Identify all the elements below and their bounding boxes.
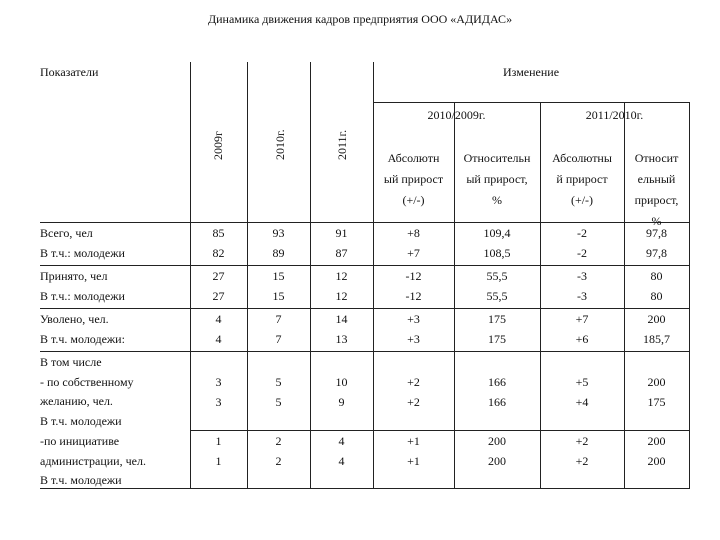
cell-value: +1: [407, 434, 420, 448]
row-divider: [190, 430, 690, 431]
cell-value: +4: [575, 394, 589, 409]
cell-value: 1: [215, 453, 222, 468]
row-divider: [40, 308, 690, 309]
table-cell: [373, 432, 454, 471]
cell-value: -2: [577, 226, 587, 240]
row-label-line: Всего, чел: [40, 226, 93, 240]
page-title: Динамика движения кадров предприятия ООО «АДИДАС»: [207, 12, 513, 26]
cell-value: 12: [335, 269, 348, 283]
table-cell: [373, 373, 454, 412]
table-cell: [190, 432, 247, 471]
cell-value: +7: [407, 245, 420, 260]
cell-value: 12: [335, 288, 348, 303]
table-cell: [247, 267, 310, 306]
year-header-2011: 2011г.: [335, 129, 349, 160]
cell-value: +7: [575, 312, 589, 326]
period-header: 2011/2010г.: [585, 108, 644, 122]
cell-value: 5: [275, 375, 282, 389]
column-divider: [689, 102, 690, 488]
cell-value: 200: [488, 453, 506, 468]
cell-value: 9: [338, 394, 345, 409]
cell-value: -12: [405, 269, 422, 283]
row-label: [40, 224, 125, 263]
row-label: [40, 432, 146, 491]
row-divider: [40, 265, 690, 266]
row-label: [40, 310, 125, 349]
cell-value: +2: [407, 375, 420, 389]
row-label-line: желанию, чел.: [40, 394, 113, 408]
subheader-rel-2011: Относит ельный прирост, %: [634, 151, 679, 228]
cell-value: 200: [647, 453, 666, 468]
table-cell: [624, 373, 689, 412]
cell-value: 89: [272, 245, 285, 260]
cell-value: 4: [215, 312, 222, 326]
row-label: [40, 353, 134, 431]
table-cell: [454, 310, 540, 349]
cell-value: 14: [335, 312, 348, 326]
table-cell: [190, 224, 247, 263]
cell-value: 4: [338, 453, 345, 468]
cell-value: +3: [407, 331, 420, 346]
cell-value: 185,7: [643, 331, 670, 346]
table-cell: [540, 432, 624, 471]
cell-value: 55,5: [486, 288, 508, 303]
cell-value: 13: [335, 331, 348, 346]
cell-value: +3: [407, 312, 420, 326]
cell-value: 200: [647, 312, 666, 326]
cell-value: 5: [275, 394, 282, 409]
cell-value: 87: [335, 245, 348, 260]
cell-value: 7: [275, 312, 282, 326]
table-cell: [247, 224, 310, 263]
cell-value: 2: [275, 434, 282, 448]
row-label-line: -по инициативе: [40, 434, 120, 448]
table-cell: [310, 224, 373, 263]
cell-value: 27: [212, 288, 225, 303]
cell-value: +2: [407, 394, 420, 409]
subheader-abs-2011: Абсолютны й прирост (+/-): [552, 151, 612, 207]
cell-value: +2: [575, 434, 589, 448]
cell-value: +1: [407, 453, 420, 468]
row-divider: [40, 351, 690, 352]
cell-value: -3: [577, 288, 587, 303]
cell-value: 175: [488, 331, 506, 346]
table-cell: [373, 224, 454, 263]
table-cell: [624, 267, 689, 306]
cell-value: 175: [488, 312, 506, 326]
subheader-abs-2010: Абсолютн ый прирост (+/-): [383, 151, 444, 207]
year-header-2010: 2010г.: [273, 129, 287, 160]
row-label-line: В т.ч.: молодежи: [40, 288, 125, 303]
cell-value: 1: [215, 434, 222, 448]
period-header: 2010/2009г.: [427, 108, 486, 122]
table-cell: [540, 373, 624, 412]
cell-value: 108,5: [483, 245, 511, 260]
header-bottom-line: [40, 222, 690, 223]
cell-value: 166: [488, 394, 506, 409]
table-cell: [190, 373, 247, 412]
cell-value: -2: [577, 245, 587, 260]
table-cell: [540, 267, 624, 306]
table-cell: [247, 373, 310, 412]
row-label-line: администрации, чел.: [40, 453, 146, 468]
table-cell: [624, 432, 689, 471]
table-cell: [310, 432, 373, 471]
table-cell: [454, 432, 540, 471]
row-label-line: - по собственному: [40, 374, 134, 389]
cell-value: -3: [577, 269, 587, 283]
cell-value: 55,5: [486, 269, 508, 283]
cell-value: 10: [335, 375, 348, 389]
cell-value: 166: [488, 375, 506, 389]
table-cell: [373, 267, 454, 306]
cell-value: 175: [647, 394, 666, 409]
table-cell: [373, 310, 454, 349]
cell-value: 27: [212, 269, 225, 283]
table-cell: [624, 224, 689, 263]
table-cell: [454, 267, 540, 306]
cell-value: 200: [647, 375, 666, 389]
change-underline: [373, 102, 689, 103]
table-cell: [540, 310, 624, 349]
row-label-line: В т.ч. молодежи: [40, 473, 122, 487]
cell-value: 7: [275, 331, 282, 346]
row-label-line: Принято, чел: [40, 269, 108, 283]
table-cell: [540, 224, 624, 263]
cell-value: 91: [335, 226, 348, 240]
cell-value: 80: [650, 288, 663, 303]
cell-value: 200: [488, 434, 506, 448]
row-label-line: Уволено, чел.: [40, 312, 109, 326]
table-cell: [310, 373, 373, 412]
cell-value: +6: [575, 331, 589, 346]
cell-value: 200: [647, 434, 666, 448]
table-cell: [310, 267, 373, 306]
cell-value: 97,8: [646, 245, 667, 260]
subheader-rel-2010: Относительн ый прирост, %: [463, 151, 531, 207]
cell-value: +8: [407, 226, 420, 240]
cell-value: 3: [215, 375, 222, 389]
change-header: Изменение: [502, 65, 560, 79]
year-header-2009: 2009г: [211, 131, 225, 160]
cell-value: 4: [338, 434, 345, 448]
table-cell: [247, 310, 310, 349]
indicators-header: Показатели: [40, 65, 99, 79]
table-cell: [454, 224, 540, 263]
table-cell: [454, 373, 540, 412]
cell-value: 97,8: [646, 226, 667, 240]
cell-value: 15: [272, 288, 285, 303]
table-cell: [190, 267, 247, 306]
cell-value: 2: [275, 453, 282, 468]
cell-value: 82: [212, 245, 225, 260]
cell-value: 15: [272, 269, 285, 283]
row-label-line: В т.ч. молодежи:: [40, 331, 125, 346]
row-label: [40, 267, 125, 306]
cell-value: -12: [405, 288, 422, 303]
cell-value: 85: [212, 226, 225, 240]
cell-value: 3: [215, 394, 222, 409]
cell-value: 109,4: [483, 226, 511, 240]
table-cell: [190, 310, 247, 349]
cell-value: 80: [650, 269, 663, 283]
row-label-line: В т.ч.: молодежи: [40, 245, 125, 260]
table-cell: [247, 432, 310, 471]
row-label-line: В том числе: [40, 355, 102, 369]
row-label-line: В т.ч. молодежи: [40, 413, 122, 428]
table-cell: [310, 310, 373, 349]
cell-value: 4: [215, 331, 222, 346]
cell-value: +5: [575, 375, 589, 389]
cell-value: 93: [272, 226, 285, 240]
cell-value: +2: [575, 453, 589, 468]
table-cell: [624, 310, 689, 349]
